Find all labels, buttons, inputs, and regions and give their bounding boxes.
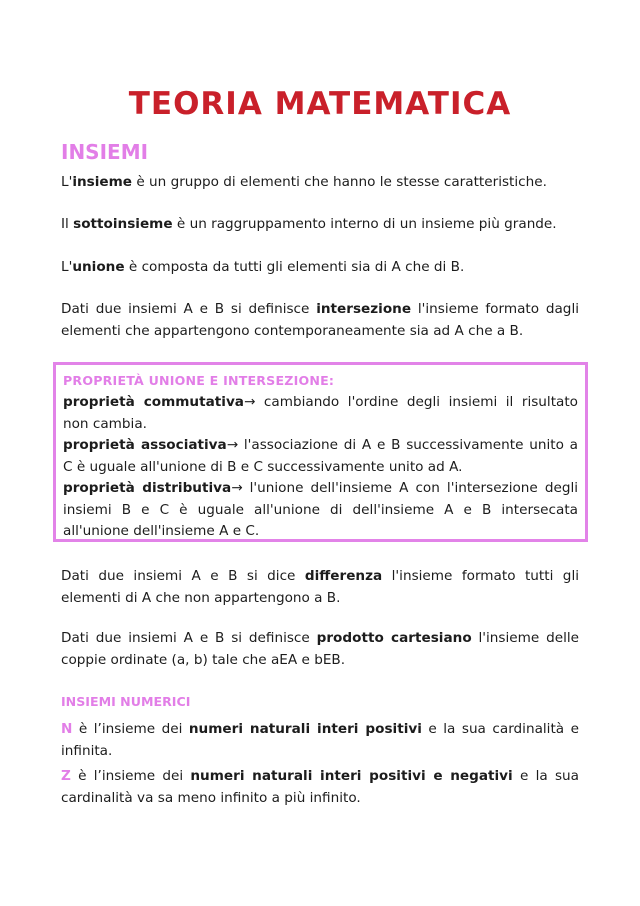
paragraph-naturali: N è l’insieme dei numeri naturali interi positivi e la sua cardinalità e infinita. — [61, 721, 579, 759]
paragraph-insieme: L'insieme è un gruppo di elementi che hanno le stesse caratteristiche. — [61, 174, 547, 190]
paragraph-differenza: Dati due insiemi A e B si dice differenza l'insieme formato tutti gli elementi di A che non appartengono a B. — [61, 568, 579, 606]
arrow-right-icon: → — [243, 394, 256, 410]
property-distributiva: proprietà distributiva→ l'unione dell'insieme A con l'intersezione degli insiemi B e C è uguale all'unione di dell'insieme A e B intersecata all'unione dell'insieme A e C. — [63, 480, 579, 539]
property-commutativa: proprietà commutativa→ cambiando l'ordine degli insiemi il risultato non cambia. — [63, 394, 579, 432]
properties-box — [53, 362, 588, 542]
arrow-right-icon: → — [231, 480, 243, 496]
page-title: TEORIA MATEMATICA — [128, 86, 512, 122]
section-heading-insiemi: INSIEMI — [61, 140, 149, 164]
paragraph-prodotto-cartesiano: Dati due insiemi A e B si definisce prodotto cartesiano l'insieme delle coppie ordinate (a, b) tale che aEA e bEB. — [61, 630, 579, 668]
property-associativa: proprietà associativa→ l'associazione di A e B successivamente unito a C è uguale all'unione di B e C successivamente unito ad A. — [63, 437, 578, 475]
arrow-right-icon: → — [226, 437, 239, 453]
paragraph-interi: Z è l’insieme dei numeri naturali interi positivi e negativi e la sua cardinalità va sa meno infinito a più infinito. — [61, 768, 579, 806]
section-heading-insiemi-numerici: INSIEMI NUMERICI — [61, 694, 191, 709]
paragraph-unione: L'unione è composta da tutti gli elementi sia di A che di B. — [61, 259, 465, 275]
paragraph-intersezione: Dati due insiemi A e B si definisce intersezione l'insieme formato dagli elementi che appartengono contemporaneamente sia ad A che a B. — [61, 301, 579, 339]
paragraph-sottoinsieme: Il sottoinsieme è un raggruppamento interno di un insieme più grande. — [61, 216, 557, 232]
properties-box-heading: PROPRIETÀ UNIONE E INTERSEZIONE: — [63, 373, 335, 388]
